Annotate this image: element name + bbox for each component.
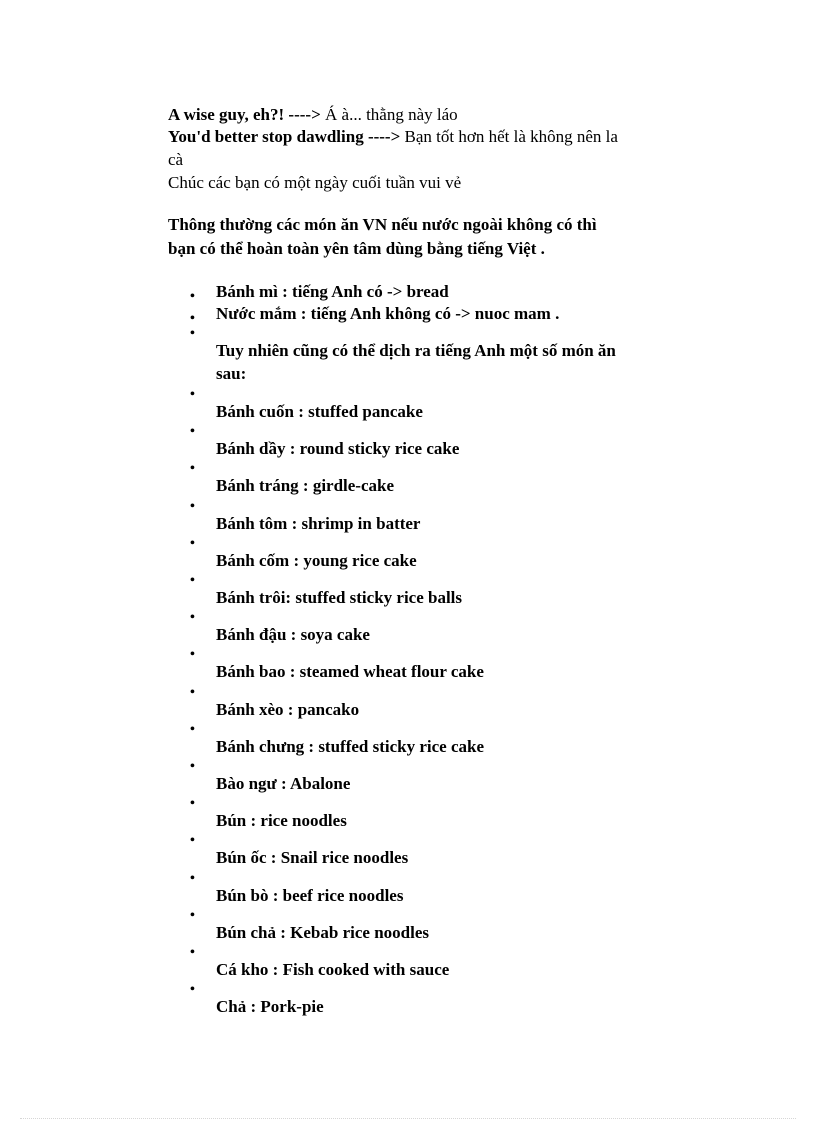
paragraph-line-1: Thông thường các món ăn VN nếu nước ngoài không có thì (168, 215, 597, 234)
food-item: Bánh đậu : soya cake (216, 625, 370, 644)
bullet-marker: • (190, 499, 195, 514)
list-item-intro-line-2: sau: (216, 364, 247, 383)
bullet-marker: • (190, 647, 195, 662)
bullet-marker: • (190, 536, 195, 551)
list-item-fish-sauce: Nước mắm : tiếng Anh không có -> nuoc mam . (216, 304, 560, 323)
food-item: Bánh bao : steamed wheat flour cake (216, 662, 484, 681)
bullet-marker: • (190, 833, 195, 848)
food-item: Bún ốc : Snail rice noodles (216, 848, 409, 867)
bullet-marker: • (190, 759, 195, 774)
bullet-marker: • (190, 722, 195, 737)
food-item: Bánh xèo : pancako (216, 700, 360, 719)
food-item: Bánh trôi: stuffed sticky rice balls (216, 588, 463, 607)
bullet-marker: • (190, 387, 195, 402)
food-item: Bún bò : beef rice noodles (216, 886, 404, 905)
bullet-marker: • (190, 945, 195, 960)
bullet-marker: • (190, 982, 195, 997)
intro-line-2-continuation: cà (168, 150, 184, 169)
intro-line-2-phrase: You'd better stop dawdling ----> (168, 127, 401, 146)
food-item: Bào ngư : Abalone (216, 774, 351, 793)
paragraph-line-2: bạn có thể hoàn toàn yên tâm dùng bằng tiếng Việt . (168, 239, 545, 258)
bullet-marker: • (190, 461, 195, 476)
food-item: Bánh tôm : shrimp in batter (216, 514, 421, 533)
bullet-marker: • (190, 311, 195, 326)
food-item: Bún chả : Kebab rice noodles (216, 923, 429, 942)
food-item: Bánh cốm : young rice cake (216, 551, 417, 570)
food-item: Bún : rice noodles (216, 811, 347, 830)
intro-line-2-translation: Bạn tốt hơn hết là không nên la (400, 127, 618, 146)
bullet-marker: • (190, 685, 195, 700)
bullet-marker: • (190, 908, 195, 923)
intro-line-1-phrase: A wise guy, eh?! ----> (168, 105, 321, 124)
list-item-bread: Bánh mì : tiếng Anh có -> bread (216, 282, 449, 301)
bullet-marker: • (190, 326, 195, 341)
food-item: Bánh cuốn : stuffed pancake (216, 402, 423, 421)
bullet-marker: • (190, 871, 195, 886)
bullet-marker: • (190, 610, 195, 625)
food-item: Bánh chưng : stuffed sticky rice cake (216, 737, 485, 756)
bullet-marker: • (190, 424, 195, 439)
list-item-intro-line-1: Tuy nhiên cũng có thể dịch ra tiếng Anh một số món ăn (216, 341, 616, 360)
intro-line-1 (168, 104, 458, 126)
food-item: Cá kho : Fish cooked with sauce (216, 960, 450, 979)
food-item: Bánh tráng : girdle-cake (216, 476, 395, 495)
bullet-marker: • (190, 796, 195, 811)
intro-line-3: Chúc các bạn có một ngày cuối tuần vui vẻ (168, 173, 462, 192)
bullet-marker: • (190, 289, 195, 304)
page-bottom-divider (20, 1118, 796, 1119)
food-item: Chả : Pork-pie (216, 997, 324, 1016)
intro-line-2 (168, 126, 618, 148)
intro-line-1-translation: Á à... thằng này láo (320, 105, 458, 124)
bullet-marker: • (190, 573, 195, 588)
food-item: Bánh dầy : round sticky rice cake (216, 439, 460, 458)
